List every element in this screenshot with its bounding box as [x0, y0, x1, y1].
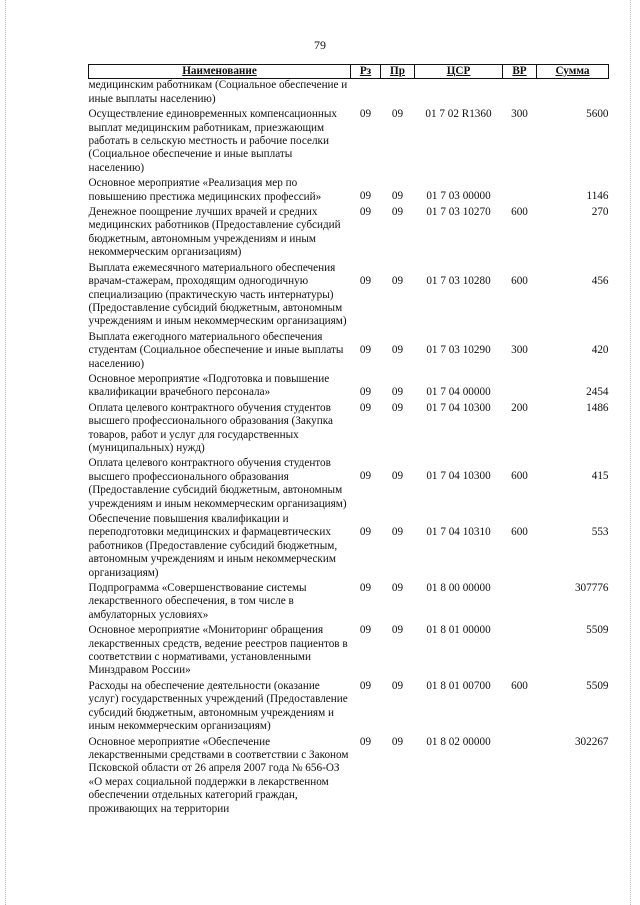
- row-vr: [503, 373, 537, 402]
- table-row: [89, 373, 609, 402]
- row-csr: 01 7 04 10310: [426, 526, 491, 538]
- row-pr: 09: [391, 735, 404, 748]
- header-csr: ЦСР: [415, 65, 503, 79]
- row-sum: 307776: [574, 582, 609, 595]
- row-pr: 09: [391, 206, 404, 219]
- row-name: Оплата целевого контрактного обучения студентов высшего профессионального образования (Предоставление субсидий бюджетным, автономным учреждениям и иным некоммерческим организациям): [88, 457, 347, 510]
- row-name: Денежное поощрение лучших врачей и средних медицинских работников (Предоставление субсидий бюджетным, автономным учреждениям и иным некоммерческим организациям): [88, 206, 341, 259]
- row-csr: 01 8 01 00700: [426, 679, 491, 692]
- row-pr: 09: [391, 624, 404, 637]
- row-name: Оплата целевого контрактного обучения студентов высшего профессионального образования (Закупка товаров, работ и услуг для государственных (муниципальных) нужд): [88, 401, 333, 454]
- table-row: [89, 79, 609, 108]
- row-rz: 09: [359, 526, 372, 538]
- row-name: Основное мероприятие «Подготовка и повышение квалификации врачебного персонала»: [88, 372, 330, 399]
- row-vr: [503, 177, 537, 206]
- header-name: Наименование: [89, 65, 351, 79]
- row-rz: 09: [359, 582, 372, 595]
- row-csr: 01 7 03 00000: [426, 190, 491, 203]
- scan-edge-right: [630, 0, 632, 905]
- row-csr: 01 7 03 10270: [426, 206, 491, 219]
- row-csr: 01 8 02 00000: [426, 735, 491, 748]
- row-name: Обеспечение повышения квалификации и переподготовки медицинских и фармацевтических работников (Предоставление субсидий бюджетным, автономным учреждениям и иным некоммерческим организациям): [88, 513, 338, 579]
- table-row: [89, 262, 609, 331]
- row-csr: [415, 79, 503, 108]
- row-name: Расходы на обеспечение деятельности (оказание услуг) государственных учреждений (Предоставление субсидий бюджетным, автономным учреждениям и иным некоммерческим организациям): [88, 679, 348, 733]
- row-name: Выплата ежегодного материального обеспечения студентам (Социальное обеспечение и иные выплаты населению): [88, 330, 344, 370]
- row-rz: 09: [359, 679, 372, 692]
- row-sum: 1486: [586, 401, 609, 414]
- row-sum: 1146: [586, 190, 609, 203]
- table-body: [89, 79, 609, 818]
- scan-edge-left: [5, 0, 7, 905]
- table-row: [89, 402, 609, 458]
- header-sum: Сумма: [537, 65, 609, 79]
- table-row: [89, 582, 609, 624]
- row-rz: 09: [359, 206, 372, 219]
- row-csr: 01 7 04 10300: [426, 401, 491, 414]
- row-vr: 300: [511, 108, 528, 121]
- row-vr: [503, 736, 537, 818]
- row-sum: 456: [591, 274, 609, 287]
- row-vr: [503, 79, 537, 108]
- row-sum: 415: [591, 470, 609, 483]
- row-rz: 09: [359, 343, 372, 356]
- table-row: [89, 206, 609, 262]
- row-vr: 600: [511, 274, 528, 287]
- row-rz: 09: [359, 385, 372, 398]
- row-rz: 09: [359, 624, 372, 637]
- row-rz: 09: [359, 470, 372, 483]
- row-csr: 01 8 00 00000: [426, 582, 491, 595]
- row-sum: 270: [591, 206, 609, 219]
- row-sum: 5509: [586, 679, 609, 692]
- row-pr: 09: [391, 190, 404, 203]
- row-vr: 600: [511, 526, 528, 538]
- header-vr: ВР: [503, 65, 537, 79]
- row-sum: 2454: [586, 385, 609, 398]
- row-pr: 09: [391, 470, 404, 483]
- row-vr: 600: [511, 470, 528, 483]
- table-row: [89, 457, 609, 513]
- row-csr: 01 7 02 R1360: [425, 108, 492, 121]
- table-row: [89, 331, 609, 373]
- row-name: Основное мероприятие «Мониторинг обращения лекарственных средств, ведение реестров пациентов в соответствии с нормативами, установленными Минздравом России»: [88, 624, 348, 677]
- row-csr: 01 8 01 00000: [426, 624, 491, 637]
- header-pr: Пр: [381, 65, 415, 79]
- row-rz: 09: [359, 401, 372, 414]
- row-name: Основное мероприятие «Обеспечение лекарственными средствами в соответствии с Законом Псковской области от 26 апреля 2007 года № 656-ОЗ «О мерах социальной поддержки в лекарственном обеспечении отдельных категорий граждан, проживающих на территории: [88, 735, 349, 815]
- row-vr: 200: [511, 401, 528, 414]
- row-pr: 09: [391, 274, 404, 287]
- row-rz: 09: [359, 190, 372, 203]
- row-rz: [351, 79, 381, 108]
- row-pr: 09: [391, 526, 404, 538]
- row-pr: 09: [391, 343, 404, 356]
- row-name: медицинским работникам (Социальное обеспечение и иные выплаты населению): [88, 79, 348, 105]
- row-pr: 09: [391, 679, 404, 692]
- row-name: Подпрограмма «Совершенствование системы лекарственного обеспечения, в том числе в амбулаторных условиях»: [88, 582, 307, 621]
- row-name: Основное мероприятие «Реализация мер по повышению престижа медицинских профессий»: [88, 177, 322, 203]
- table-row: [89, 736, 609, 818]
- budget-table: [88, 64, 609, 818]
- row-sum: 553: [591, 526, 609, 538]
- row-sum: 5509: [586, 624, 609, 637]
- row-pr: [381, 79, 415, 108]
- table-row: [89, 513, 609, 582]
- row-sum: 302267: [574, 735, 609, 748]
- row-vr: 300: [511, 343, 528, 356]
- row-rz: 09: [359, 108, 372, 121]
- row-rz: 09: [359, 274, 372, 287]
- row-pr: 09: [391, 385, 404, 398]
- header-rz: Рз: [351, 65, 381, 79]
- row-sum: 420: [591, 343, 609, 356]
- row-csr: 01 7 04 00000: [426, 385, 491, 398]
- row-name: Выплата ежемесячного материального обеспечения врачам-стажерам, проходящим одногодичную специализацию (практическую часть интернатуры) (Предоставление субсидий бюджетным, автономным учреждениям и иным некоммерческим организациям): [88, 261, 347, 328]
- table-row: [89, 177, 609, 206]
- row-csr: 01 7 03 10280: [426, 274, 491, 287]
- row-sum: 5600: [586, 108, 609, 121]
- table-row: [89, 108, 609, 177]
- row-rz: 09: [359, 735, 372, 748]
- row-csr: 01 7 04 10300: [426, 470, 491, 483]
- page-number: 79: [314, 38, 326, 52]
- table-row: [89, 624, 609, 680]
- row-sum: [537, 79, 609, 108]
- row-pr: 09: [391, 108, 404, 121]
- table-row: [89, 680, 609, 736]
- row-vr: 600: [511, 206, 528, 219]
- table-header: [89, 65, 609, 79]
- row-name: Осуществление единовременных компенсационных выплат медицинским работникам, приезжающим работать в сельскую местность и рабочие поселки (Социальное обеспечение и иные выплаты населению): [88, 108, 337, 174]
- row-vr: [503, 624, 537, 680]
- row-vr: 600: [511, 679, 528, 692]
- row-pr: 09: [391, 401, 404, 414]
- row-pr: 09: [391, 582, 404, 595]
- row-csr: 01 7 03 10290: [426, 343, 491, 356]
- row-vr: [503, 582, 537, 624]
